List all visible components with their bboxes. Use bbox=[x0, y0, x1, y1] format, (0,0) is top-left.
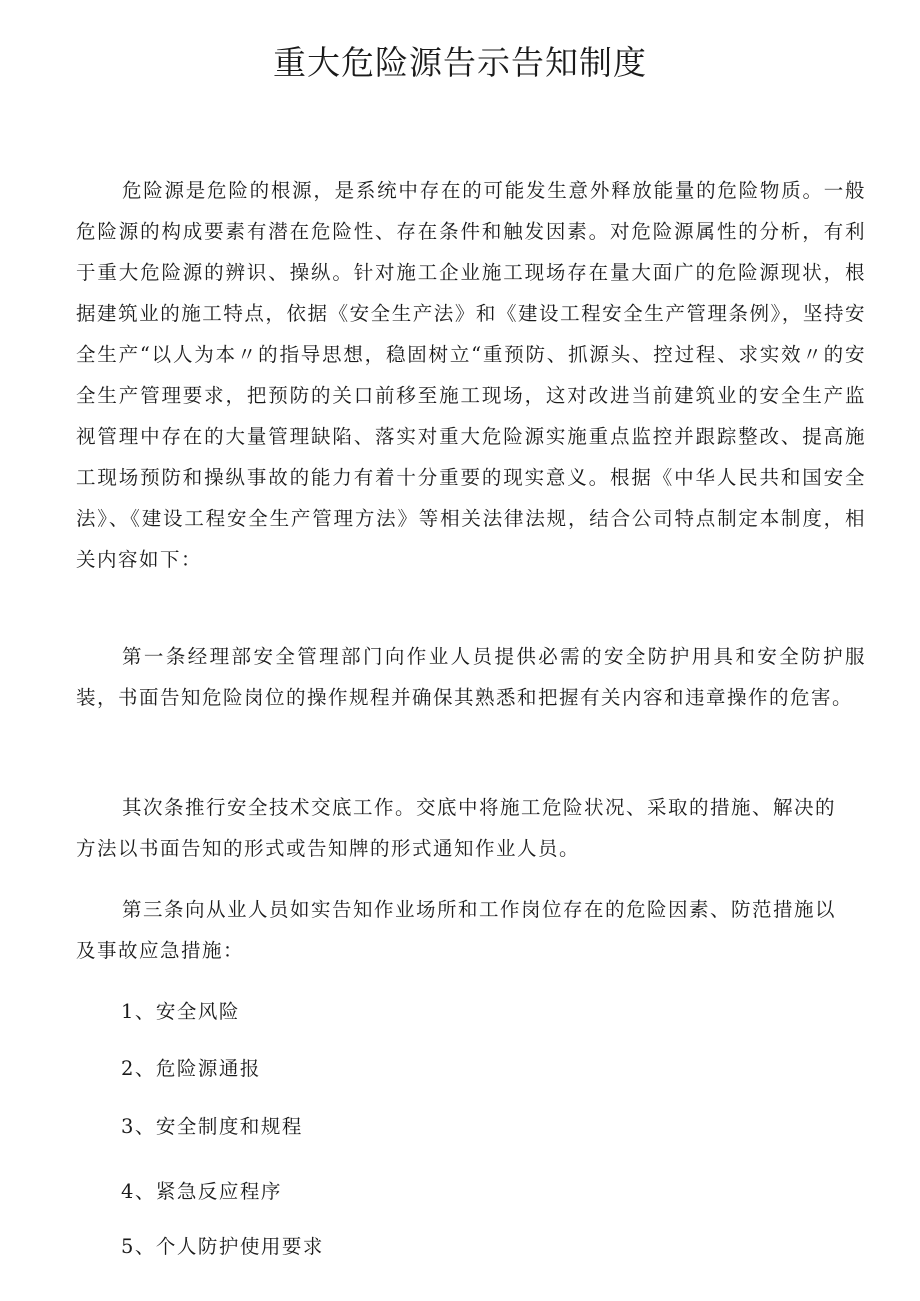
list-item-hazard-report: 2、危险源通报 bbox=[121, 1057, 261, 1080]
list-item-emergency-procedure: 4、紧急反应程序 bbox=[121, 1180, 282, 1203]
article-1-paragraph: 第一条经理部安全管理部门向作业人员提供必需的安全防护用具和安全防护服装，书面告知危险岗位的操作规程并确保其熟悉和把握有关内容和违章操作的危害。 bbox=[76, 645, 866, 709]
list-item-safety-risk: 1、安全风险 bbox=[121, 1000, 240, 1023]
document-title: 重大危险源告示告知制度 bbox=[273, 43, 647, 82]
intro-paragraph: 危险源是危险的根源，是系统中存在的可能发生意外释放能量的危险物质。一般危险源的构成要素有潜在危险性、存在条件和触发因素。对危险源属性的分析，有利于重大危险源的辨识、操纵。针对施工企业施工现场存在量大面广的危险源现状，根据建筑业的施工特点，依据《安全生产法》和《建设工程安全生产管理条例》，坚持安全生产“以人为本〃的指导思想，稳固树立“重预防、抓源头、控过程、求实效〃的安全生产管理要求，把预防的关口前移至施工现场，这对改进当前建筑业的安全生产监视管理中存在的大量管理缺陷、落实对重大危险源实施重点监控并跟踪整改、提高施工现场预防和操纵事故的能力有着十分重要的现实意义。根据《中华人民共和国安全法》、《建设工程安全生产管理方法》等相关法律法规，结合公司特点制定本制度，相关内容如下： bbox=[76, 179, 866, 571]
article-2-paragraph: 其次条推行安全技术交底工作。交底中将施工危险状况、采取的措施、解决的方法以书面告知的形式或告知牌的形式通知作业人员。 bbox=[76, 796, 837, 860]
list-item-safety-rules: 3、安全制度和规程 bbox=[121, 1115, 303, 1138]
list-item-personal-protection: 5、个人防护使用要求 bbox=[121, 1235, 324, 1258]
article-3-paragraph: 第三条向从业人员如实告知作业场所和工作岗位存在的危险因素、防范措施以及事故应急措施： bbox=[76, 898, 837, 962]
